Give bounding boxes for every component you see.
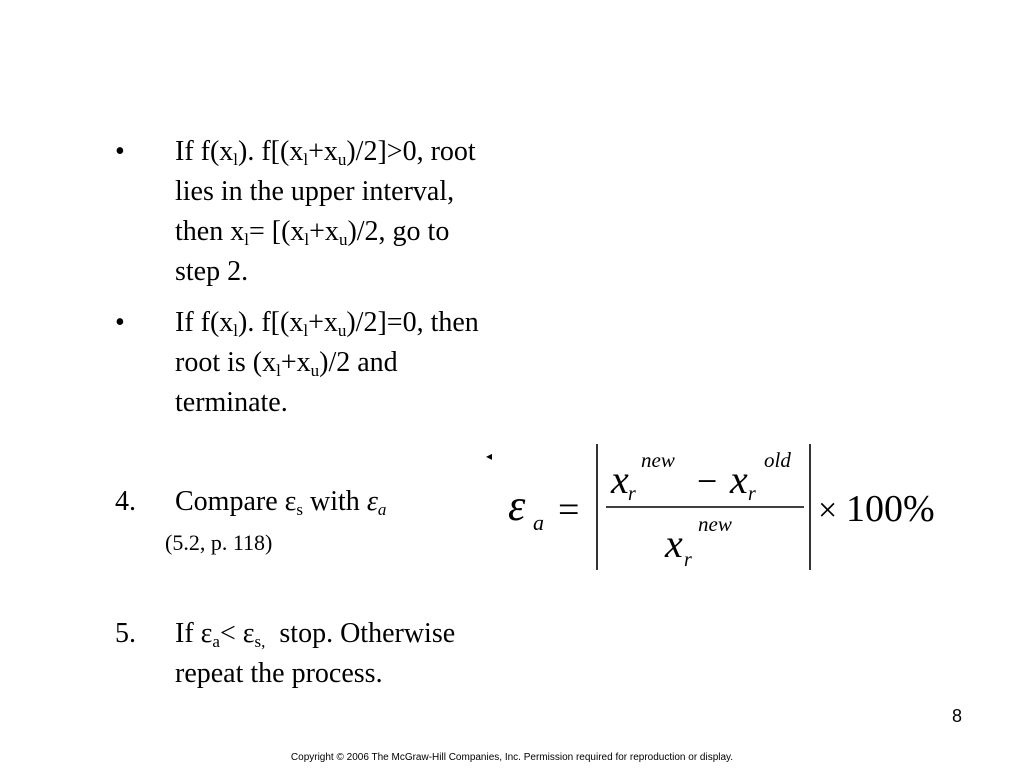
text-run: +x	[308, 136, 338, 167]
text-run: +x	[308, 307, 338, 338]
text-run: )/2]=0, then	[346, 307, 479, 338]
text-run: with	[303, 486, 367, 517]
subscript: l	[303, 321, 309, 340]
formula-x: x	[730, 457, 748, 502]
subscript: u	[338, 230, 348, 249]
formula-x: x	[665, 521, 683, 566]
text-run: ). f[(x	[238, 307, 304, 338]
formula-times: ×	[818, 492, 838, 529]
subscript: l	[276, 361, 281, 380]
equation-reference: (5.2, p. 118)	[165, 530, 273, 555]
page-number: 8	[951, 706, 962, 726]
text-run: )/2 and	[319, 347, 398, 378]
subscript: u	[310, 361, 320, 380]
formula-percent: 100%	[846, 488, 935, 530]
formula-subscript-r: r	[748, 483, 756, 505]
text-run: repeat the process.	[175, 658, 383, 689]
copyright-notice: Copyright © 2006 The McGraw-Hill Companies, Inc. Permission required for reproduction or display.	[290, 752, 734, 763]
subscript: l	[303, 150, 309, 169]
text-run: = [(x	[248, 216, 305, 247]
formula-equals: =	[558, 489, 580, 531]
formula-epsilon: ε	[508, 481, 526, 530]
text-run: If f(x	[175, 307, 234, 338]
step-number: 4.	[115, 486, 136, 517]
text-run: If f(x	[175, 136, 234, 167]
text-run: then x	[175, 216, 245, 247]
formula-superscript-old: old	[764, 448, 791, 472]
text-run: root is (x	[175, 347, 277, 378]
subscript: s	[296, 500, 304, 519]
formula-minus: −	[697, 461, 718, 501]
text-run: step 2.	[175, 256, 249, 287]
text-run: )/2, go to	[347, 216, 450, 247]
subscript: l	[233, 150, 239, 169]
subscript: l	[244, 230, 249, 249]
bullet-marker: •	[115, 307, 125, 338]
subscript: s,	[254, 632, 266, 651]
formula-superscript-new: new	[641, 448, 675, 472]
subscript: l	[233, 321, 239, 340]
subscript: u	[337, 150, 347, 169]
text-run: lies in the upper interval,	[175, 176, 455, 207]
text-run: If ε	[175, 618, 213, 649]
formula-x: x	[611, 457, 629, 502]
formula-subscript-r: r	[684, 549, 692, 571]
subscript: a	[377, 500, 387, 519]
formula-subscript-a: a	[533, 510, 544, 535]
text-run: terminate.	[175, 387, 288, 418]
text-run: +x	[280, 347, 311, 378]
text-run: ). f[(x	[238, 136, 304, 167]
arrow-left-icon: ◂	[486, 449, 493, 463]
text-run: +x	[309, 216, 339, 247]
text-run: stop. Otherwise	[265, 618, 456, 649]
subscript: u	[337, 321, 347, 340]
epsilon-symbol: ε	[366, 486, 378, 517]
subscript: l	[304, 230, 310, 249]
text-run: Compare ε	[175, 486, 297, 517]
step-number: 5.	[115, 618, 136, 649]
text-run: )/2]>0, root	[346, 136, 476, 167]
formula-subscript-r: r	[628, 483, 636, 505]
bullet-marker: •	[115, 136, 125, 167]
subscript: a	[212, 632, 220, 651]
formula-superscript-new: new	[698, 512, 732, 536]
text-run: < ε	[219, 618, 255, 649]
